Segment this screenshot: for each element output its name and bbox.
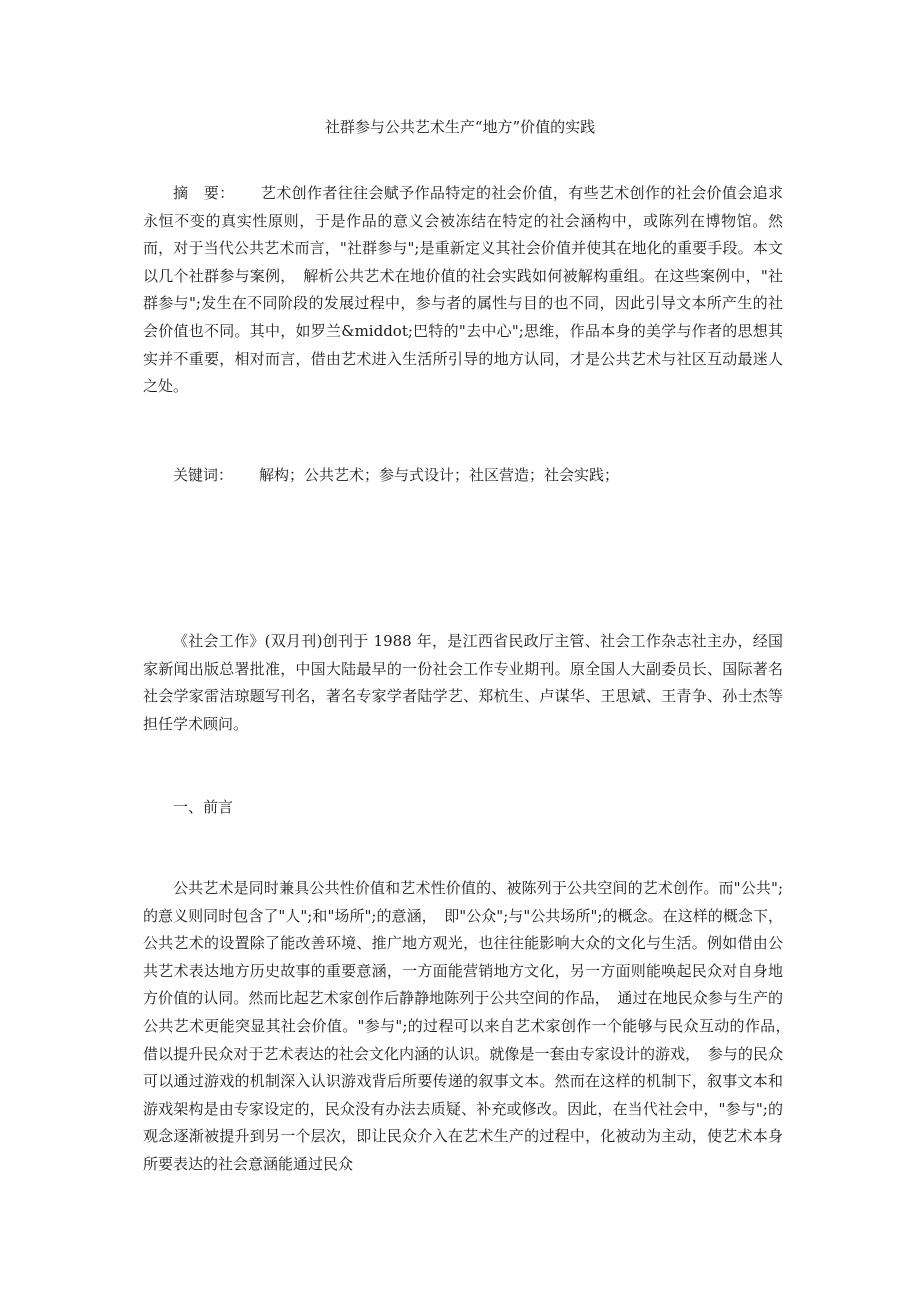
body-paragraph: 公共艺术是同时兼具公共性价值和艺术性价值的、被陈列于公共空间的艺术创作。而"公共";的意义则同时包含了"人";和"场所";的意涵， 即"公众";与"公共场所";的概念。在这样的概念下，公共艺术的设置除了能改善环境、推广地方观光，也往往能影响大众的文化与生活。例如借由公共艺术表达地方历史故事的重要意涵，一方面能营销地方文化，另一方面则能唤起民众对自身地方价值的认同。然而比起艺术家创作后静静地陈列于公共空间的作品， 通过在地民众参与生产的公共艺术更能突显其社会价值。"参与";的过程可以来自艺术家创作一个能够与民众互动的作品， 借以提升民众对于艺术表达的社会文化内涵的认识。就像是一套由专家设计的游戏， 参与的民众可以通过游戏的机制深入认识游戏背后所要传递的叙事文本。然而在这样的机制下，叙事文本和游戏架构是由专家设定的，民众没有办法去质疑、补充或修改。因此，在当代社会中，"参与";的观念逐渐被提升到另一个层次，即让民众介入在艺术生产的过程中，化被动为主动，使艺术本身所要表达的社会意涵能通过民众	[143, 879, 799, 1173]
keywords-label: 关键词：	[173, 466, 234, 484]
abstract-paragraph	[143, 180, 783, 401]
journal-intro-paragraph: 《社会工作》(双月刊)创刊于 1988 年，是江西省民政厅主管、社会工作杂志社主办，经国家新闻出版总署批准，中国大陆最早的一份社会工作专业期刊。原全国人大副委员长、国际著名社会学家雷洁琼题写刊名，著名专家学者陆学艺、郑杭生、卢谋华、王思斌、王青争、孙士杰等担任学术顾问。	[143, 632, 783, 733]
section-heading: 一、前言	[173, 798, 234, 816]
document-title: 社群参与公共艺术生产“地方”价值的实践	[324, 118, 596, 136]
abstract-label: 摘 要：	[173, 184, 235, 202]
keywords-paragraph	[143, 462, 783, 490]
keywords-text: 解构；公共艺术；参与式设计；社区营造；社会实践；	[259, 466, 620, 484]
abstract-text: 艺术创作者往往会赋予作品特定的社会价值，有些艺术创作的社会价值会追求永恒不变的真实性原则，于是作品的意义会被冻结在特定的社会涵构中，或陈列在博物馆。然而，对于当代公共艺术而言，"社群参与";是重新定义其社会价值并使其在地化的重要手段。本文以几个社群参与案例， 解析公共艺术在地价值的社会实践如何被解构重组。在这些案例中，"社群参与";发生在不同阶段的发展过程中，参与者的属性与目的也不同，因此引导文本所产生的社会价值也不同。其中，如罗兰&middot;巴特的"去中心";思维，作品本身的美学与作者的思想其实并不重要，相对而言，借由艺术进入生活所引导的地方认同，才是公共艺术与社区互动最迷人之处。	[143, 184, 783, 396]
